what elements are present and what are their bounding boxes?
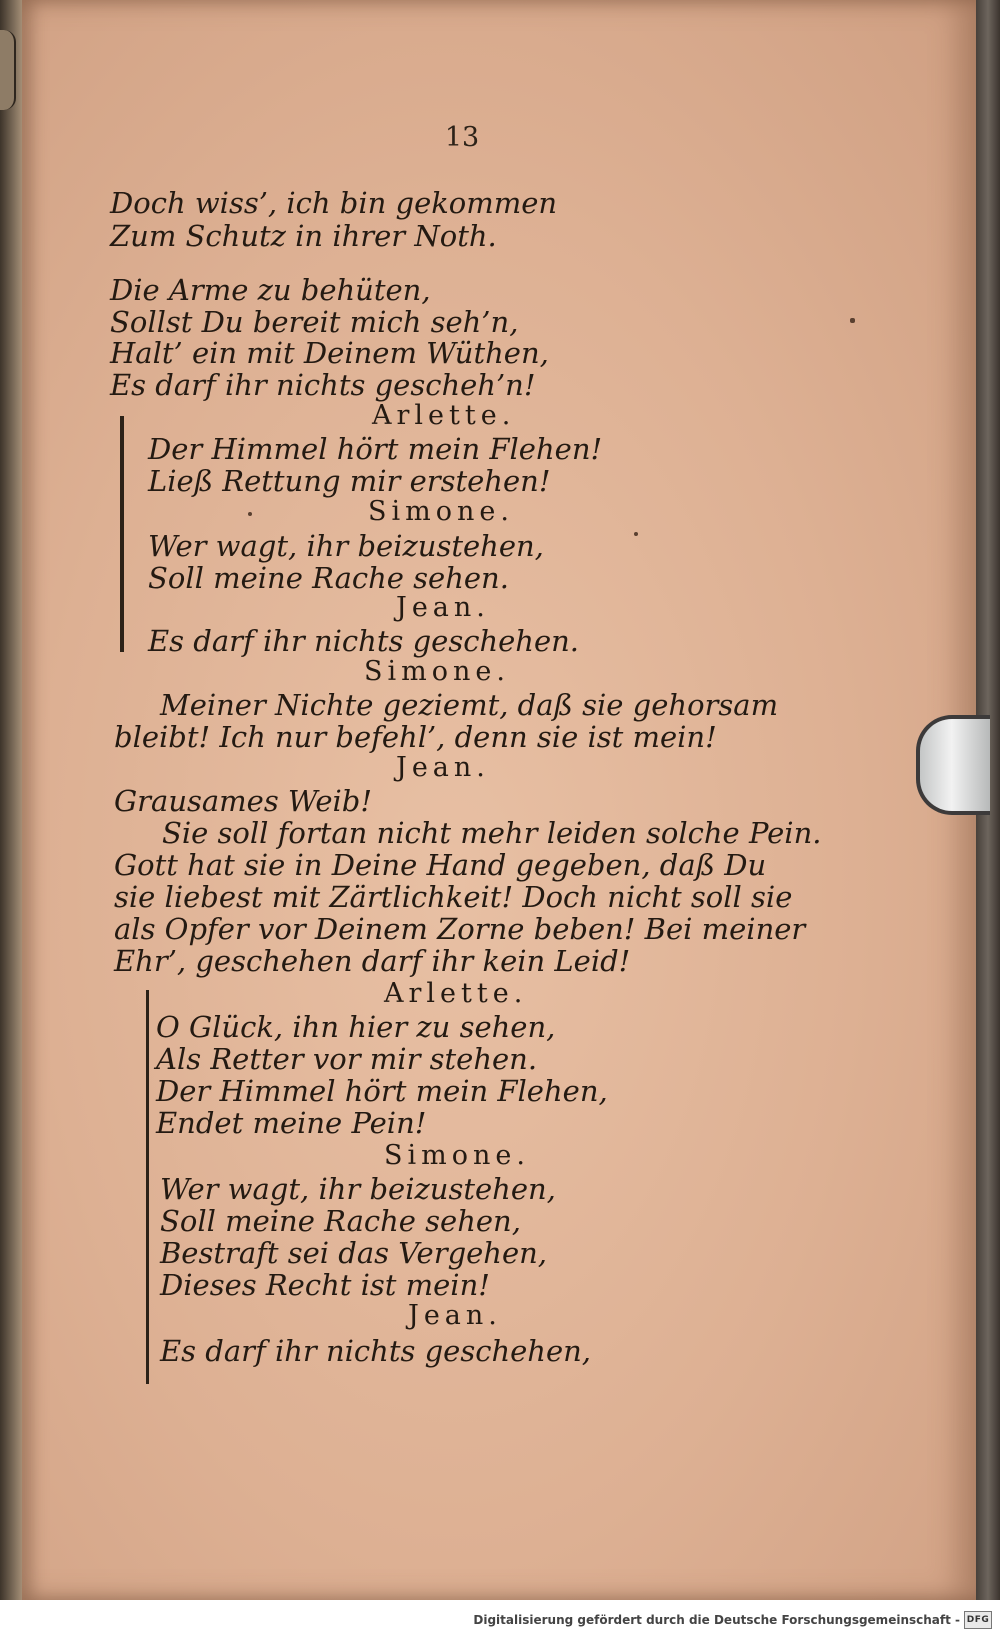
speaker-name: Jean. xyxy=(396,592,490,623)
text-line: Doch wiss’, ich bin gekommen xyxy=(110,186,558,220)
left-cover-board xyxy=(0,30,16,110)
text-line: Der Himmel hört mein Flehen, xyxy=(156,1074,608,1108)
text-line: Endet meine Pein! xyxy=(156,1106,427,1140)
text-line: Gott hat sie in Deine Hand gegeben, daß Du xyxy=(114,848,767,882)
speaker-name: Simone. xyxy=(384,1140,530,1171)
text-line: Ehr’, geschehen darf ihr kein Leid! xyxy=(114,944,631,978)
text-line: Es darf ihr nichts geschehen. xyxy=(148,624,580,658)
text-line: Ließ Rettung mir erstehen! xyxy=(148,464,551,498)
brace-bracket xyxy=(120,416,124,652)
text-line: Sie soll fortan nicht mehr leiden solche Pein. xyxy=(162,816,822,850)
page-clip xyxy=(916,715,990,815)
speaker-name: Jean. xyxy=(396,752,490,783)
footer-credit: Digitalisierung gefördert durch die Deutsche Forschungsgemeinschaft - xyxy=(473,1613,960,1627)
brace-bracket xyxy=(146,990,149,1384)
text-line: Wer wagt, ihr beizustehen, xyxy=(160,1172,556,1206)
text-line: Meiner Nichte geziemt, daß sie gehorsam xyxy=(160,688,779,722)
text-line: Es darf ihr nichts gescheh’n! xyxy=(110,368,536,402)
ink-speck xyxy=(248,512,252,516)
text-line: O Glück, ihn hier zu sehen, xyxy=(156,1010,556,1044)
text-line: Zum Schutz in ihrer Noth. xyxy=(110,219,497,253)
speaker-name: Jean. xyxy=(408,1300,502,1331)
speaker-name: Arlette. xyxy=(372,400,516,431)
text-line: Sollst Du bereit mich seh’n, xyxy=(110,305,519,339)
text-line: Als Retter vor mir stehen. xyxy=(156,1042,538,1076)
dfg-logo: DFG xyxy=(964,1611,992,1629)
text-line: Soll meine Rache sehen. xyxy=(148,561,509,595)
text-line: Der Himmel hört mein Flehen! xyxy=(148,432,603,466)
speaker-name: Simone. xyxy=(364,656,510,687)
text-line: als Opfer vor Deinem Zorne beben! Bei meiner xyxy=(114,912,806,946)
text-line: bleibt! Ich nur befehl’, denn sie ist mein! xyxy=(114,720,717,754)
digitization-footer xyxy=(0,1600,1000,1640)
book-spine-edge xyxy=(0,0,22,1600)
book-page xyxy=(22,0,976,1600)
text-line: Dieses Recht ist mein! xyxy=(160,1268,490,1302)
text-line: Die Arme zu behüten, xyxy=(110,273,431,307)
text-line: Grausames Weib! xyxy=(114,784,373,818)
text-line: Halt’ ein mit Deinem Wüthen, xyxy=(110,336,549,370)
text-line: Wer wagt, ihr beizustehen, xyxy=(148,529,544,563)
ink-speck xyxy=(850,318,855,323)
text-line: Bestraft sei das Vergehen, xyxy=(160,1236,548,1270)
ink-speck xyxy=(634,532,638,536)
speaker-name: Simone. xyxy=(368,496,514,527)
text-line: Soll meine Rache sehen, xyxy=(160,1204,521,1238)
text-line: Es darf ihr nichts geschehen, xyxy=(160,1334,592,1368)
speaker-name: Arlette. xyxy=(384,978,528,1009)
text-line: sie liebest mit Zärtlichkeit! Doch nicht soll sie xyxy=(114,880,793,914)
page-number: 13 xyxy=(444,122,480,153)
